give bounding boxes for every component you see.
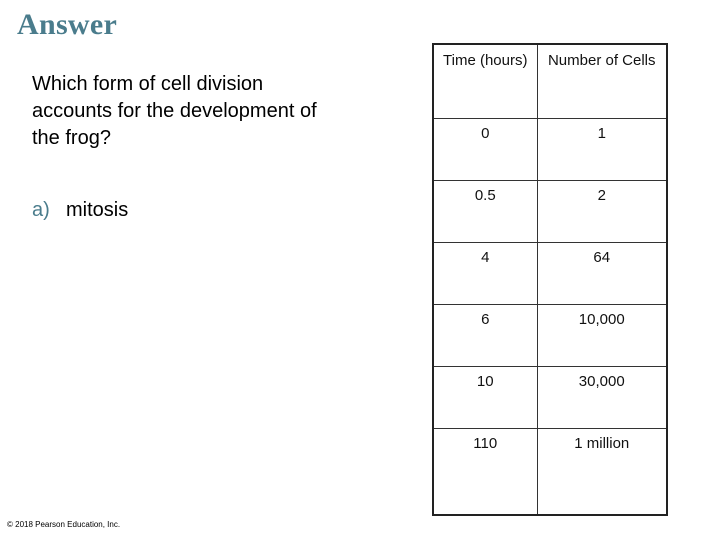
header-time: Time (hours) [433, 44, 537, 119]
answer-letter: a) [32, 199, 50, 221]
table-row [433, 243, 667, 305]
question-text: Which form of cell division accounts for the development of the frog? [32, 73, 317, 149]
cells-cell: 30,000 [537, 367, 667, 429]
table-row [433, 305, 667, 367]
slide-title: Answer [17, 8, 118, 41]
cells-cell: 64 [537, 243, 667, 305]
time-cell: 0 [433, 119, 537, 181]
table-row [433, 181, 667, 243]
cells-cell: 1 million [537, 429, 667, 515]
table-row [433, 429, 667, 515]
time-cell: 10 [433, 367, 537, 429]
table-row [433, 367, 667, 429]
header-cells: Number of Cells [537, 44, 667, 119]
cells-cell: 1 [537, 119, 667, 181]
cells-cell: 10,000 [537, 305, 667, 367]
time-cell: 0.5 [433, 181, 537, 243]
answer-text: mitosis [66, 199, 129, 221]
answer-option [32, 197, 128, 224]
copyright-notice: © 2018 Pearson Education, Inc. [7, 520, 121, 529]
cell-count-table [432, 43, 668, 516]
time-cell: 6 [433, 305, 537, 367]
table-row [433, 119, 667, 181]
time-cell: 110 [433, 429, 537, 515]
time-cell: 4 [433, 243, 537, 305]
cells-cell: 2 [537, 181, 667, 243]
